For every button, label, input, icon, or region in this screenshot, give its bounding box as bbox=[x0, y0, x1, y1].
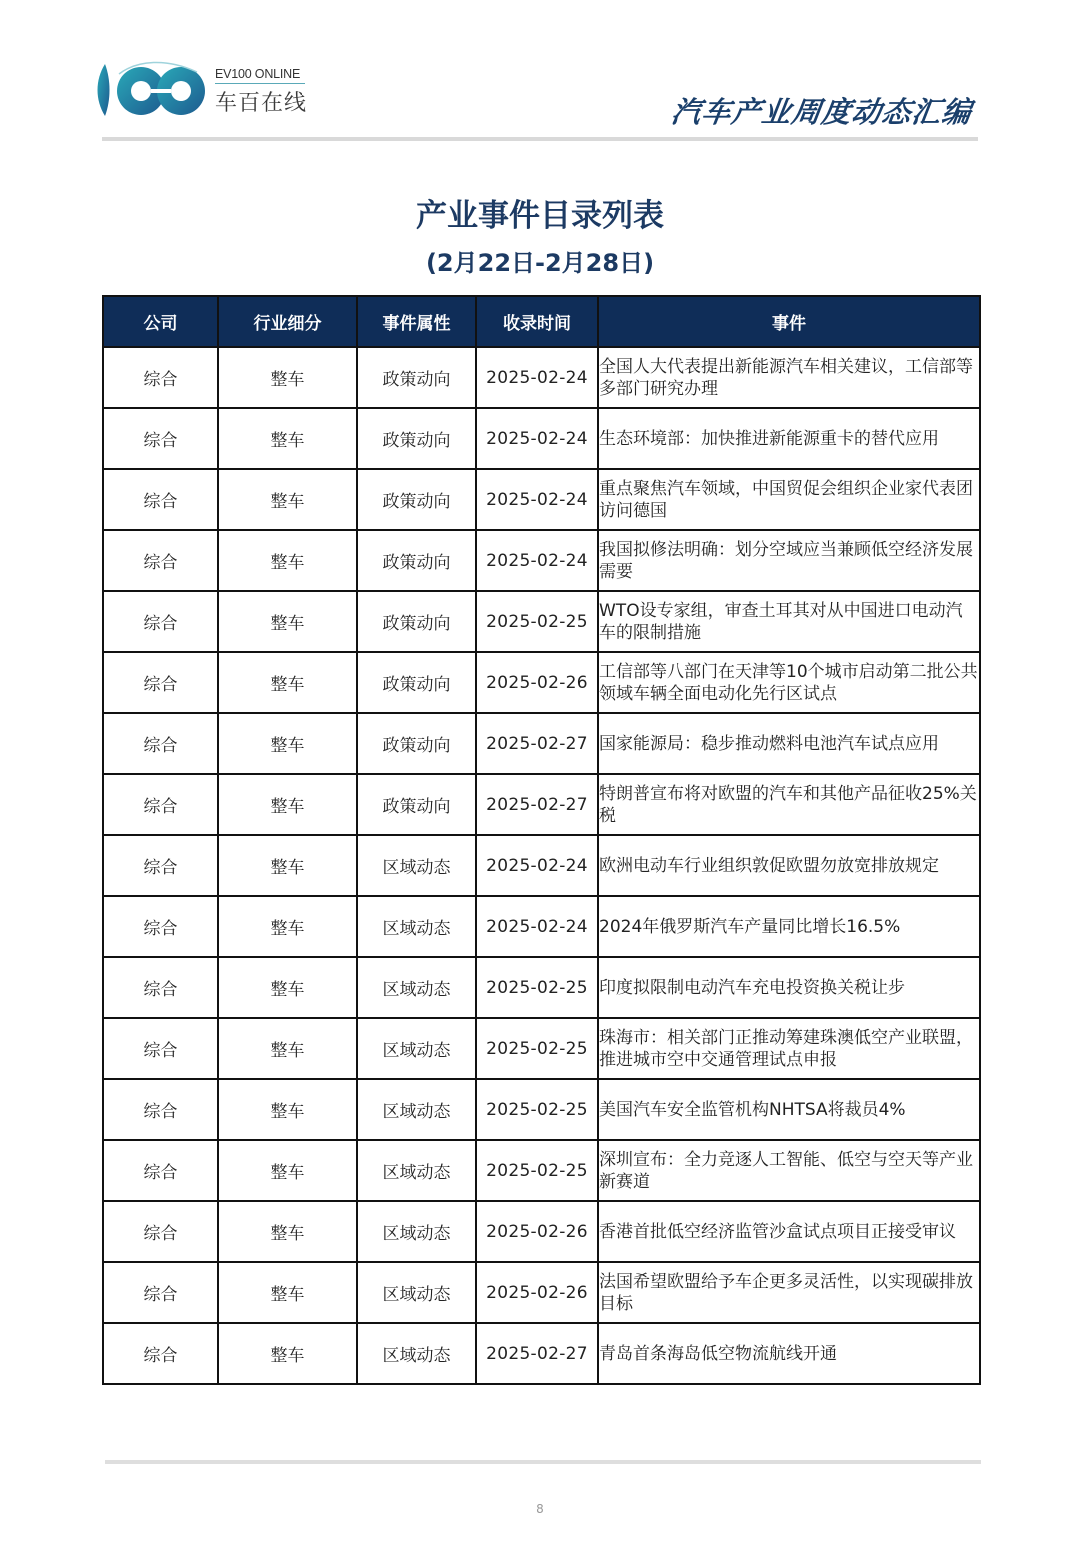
company-cell: 综合 bbox=[103, 896, 218, 957]
date-cell: 2025-02-24 bbox=[476, 469, 598, 530]
segment-cell: 整车 bbox=[218, 1201, 357, 1262]
date-cell: 2025-02-27 bbox=[476, 1323, 598, 1384]
event-cell: 国家能源局：稳步推动燃料电池汽车试点应用 bbox=[598, 713, 980, 774]
event-cell: 欧洲电动车行业组织敦促欧盟勿放宽排放规定 bbox=[598, 835, 980, 896]
table-row bbox=[103, 591, 980, 652]
page-number: 8 bbox=[536, 1502, 544, 1516]
table-row bbox=[103, 1201, 980, 1262]
company-cell: 综合 bbox=[103, 652, 218, 713]
column-header-category: 事件属性 bbox=[357, 296, 476, 347]
company-cell: 综合 bbox=[103, 1201, 218, 1262]
event-cell: 全国人大代表提出新能源汽车相关建议，工信部等多部门研究办理 bbox=[598, 347, 980, 408]
segment-cell: 整车 bbox=[218, 591, 357, 652]
table-row bbox=[103, 469, 980, 530]
category-cell: 区域动态 bbox=[357, 957, 476, 1018]
table-row bbox=[103, 347, 980, 408]
ev100-logo bbox=[97, 60, 312, 120]
company-cell: 综合 bbox=[103, 1140, 218, 1201]
category-cell: 区域动态 bbox=[357, 835, 476, 896]
category-cell: 区域动态 bbox=[357, 1201, 476, 1262]
category-cell: 政策动向 bbox=[357, 530, 476, 591]
event-cell: 特朗普宣布将对欧盟的汽车和其他产品征收25%关税 bbox=[598, 774, 980, 835]
date-cell: 2025-02-26 bbox=[476, 1201, 598, 1262]
category-cell: 区域动态 bbox=[357, 1140, 476, 1201]
category-cell: 政策动向 bbox=[357, 652, 476, 713]
header-divider bbox=[102, 137, 978, 141]
category-cell: 政策动向 bbox=[357, 408, 476, 469]
column-header-company: 公司 bbox=[103, 296, 218, 347]
segment-cell: 整车 bbox=[218, 1018, 357, 1079]
date-range-subtitle: (2月22日-2月28日) bbox=[425, 249, 655, 277]
logo-english-text: EV100 ONLINE bbox=[215, 67, 301, 81]
date-cell: 2025-02-24 bbox=[476, 347, 598, 408]
segment-cell: 整车 bbox=[218, 957, 357, 1018]
company-cell: 综合 bbox=[103, 1018, 218, 1079]
date-cell: 2025-02-25 bbox=[476, 1079, 598, 1140]
segment-cell: 整车 bbox=[218, 408, 357, 469]
event-cell: 青岛首条海岛低空物流航线开通 bbox=[598, 1323, 980, 1384]
ev100-logo-icon bbox=[97, 60, 209, 120]
event-cell: 印度拟限制电动汽车充电投资换关税让步 bbox=[598, 957, 980, 1018]
category-cell: 政策动向 bbox=[357, 591, 476, 652]
company-cell: 综合 bbox=[103, 530, 218, 591]
event-cell: 重点聚焦汽车领域，中国贸促会组织企业家代表团访问德国 bbox=[598, 469, 980, 530]
segment-cell: 整车 bbox=[218, 1262, 357, 1323]
table-row bbox=[103, 530, 980, 591]
segment-cell: 整车 bbox=[218, 774, 357, 835]
company-cell: 综合 bbox=[103, 591, 218, 652]
company-cell: 综合 bbox=[103, 713, 218, 774]
category-cell: 区域动态 bbox=[357, 1018, 476, 1079]
segment-cell: 整车 bbox=[218, 469, 357, 530]
table-row bbox=[103, 957, 980, 1018]
column-header-event: 事件 bbox=[598, 296, 980, 347]
category-cell: 区域动态 bbox=[357, 1079, 476, 1140]
table-row bbox=[103, 652, 980, 713]
category-cell: 区域动态 bbox=[357, 896, 476, 957]
event-cell: 珠海市：相关部门正推动筹建珠澳低空产业联盟，推进城市空中交通管理试点申报 bbox=[598, 1018, 980, 1079]
table-row bbox=[103, 408, 980, 469]
date-cell: 2025-02-27 bbox=[476, 713, 598, 774]
event-cell: 我国拟修法明确：划分空域应当兼顾低空经济发展需要 bbox=[598, 530, 980, 591]
table-row bbox=[103, 1323, 980, 1384]
segment-cell: 整车 bbox=[218, 896, 357, 957]
table-row bbox=[103, 835, 980, 896]
footer-divider bbox=[105, 1460, 981, 1464]
category-cell: 政策动向 bbox=[357, 774, 476, 835]
date-cell: 2025-02-25 bbox=[476, 957, 598, 1018]
page-title: 产业事件目录列表 bbox=[416, 198, 664, 234]
category-cell: 政策动向 bbox=[357, 347, 476, 408]
table-row bbox=[103, 713, 980, 774]
date-cell: 2025-02-24 bbox=[476, 408, 598, 469]
company-cell: 综合 bbox=[103, 1262, 218, 1323]
segment-cell: 整车 bbox=[218, 347, 357, 408]
category-cell: 政策动向 bbox=[357, 713, 476, 774]
table-row bbox=[103, 1018, 980, 1079]
event-cell: 香港首批低空经济监管沙盒试点项目正接受审议 bbox=[598, 1201, 980, 1262]
category-cell: 区域动态 bbox=[357, 1323, 476, 1384]
event-cell: 生态环境部：加快推进新能源重卡的替代应用 bbox=[598, 408, 980, 469]
table-row bbox=[103, 1079, 980, 1140]
table-row bbox=[103, 1262, 980, 1323]
segment-cell: 整车 bbox=[218, 530, 357, 591]
segment-cell: 整车 bbox=[218, 1140, 357, 1201]
column-header-segment: 行业细分 bbox=[218, 296, 357, 347]
date-cell: 2025-02-25 bbox=[476, 1018, 598, 1079]
category-cell: 区域动态 bbox=[357, 1262, 476, 1323]
segment-cell: 整车 bbox=[218, 835, 357, 896]
column-header-date: 收录时间 bbox=[476, 296, 598, 347]
segment-cell: 整车 bbox=[218, 652, 357, 713]
event-cell: 深圳宣布：全力竞逐人工智能、低空与空天等产业新赛道 bbox=[598, 1140, 980, 1201]
date-cell: 2025-02-26 bbox=[476, 1262, 598, 1323]
company-cell: 综合 bbox=[103, 1323, 218, 1384]
company-cell: 综合 bbox=[103, 835, 218, 896]
event-cell: 工信部等八部门在天津等10个城市启动第二批公共领域车辆全面电动化先行区试点 bbox=[598, 652, 980, 713]
category-cell: 政策动向 bbox=[357, 469, 476, 530]
segment-cell: 整车 bbox=[218, 1323, 357, 1384]
company-cell: 综合 bbox=[103, 1079, 218, 1140]
logo-divider bbox=[215, 83, 305, 84]
logo-chinese-text: 车百在线 bbox=[215, 91, 308, 116]
company-cell: 综合 bbox=[103, 347, 218, 408]
date-cell: 2025-02-27 bbox=[476, 774, 598, 835]
segment-cell: 整车 bbox=[218, 1079, 357, 1140]
event-cell: 美国汽车安全监管机构NHTSA将裁员4% bbox=[598, 1079, 980, 1140]
event-cell: 2024年俄罗斯汽车产量同比增长16.5% bbox=[598, 896, 980, 957]
segment-cell: 整车 bbox=[218, 713, 357, 774]
company-cell: 综合 bbox=[103, 774, 218, 835]
event-cell: 法国希望欧盟给予车企更多灵活性，以实现碳排放目标 bbox=[598, 1262, 980, 1323]
table-row bbox=[103, 1140, 980, 1201]
date-cell: 2025-02-24 bbox=[476, 835, 598, 896]
company-cell: 综合 bbox=[103, 957, 218, 1018]
table-row bbox=[103, 774, 980, 835]
date-cell: 2025-02-24 bbox=[476, 896, 598, 957]
date-cell: 2025-02-25 bbox=[476, 1140, 598, 1201]
date-cell: 2025-02-25 bbox=[476, 591, 598, 652]
events-table bbox=[102, 295, 981, 1385]
date-cell: 2025-02-26 bbox=[476, 652, 598, 713]
table-header-row bbox=[103, 296, 980, 347]
company-cell: 综合 bbox=[103, 469, 218, 530]
table-row bbox=[103, 896, 980, 957]
date-cell: 2025-02-24 bbox=[476, 530, 598, 591]
event-cell: WTO设专家组，审查土耳其对从中国进口电动汽车的限制措施 bbox=[598, 591, 980, 652]
publication-title: 汽车产业周度动态汇编 bbox=[669, 95, 975, 129]
company-cell: 综合 bbox=[103, 408, 218, 469]
